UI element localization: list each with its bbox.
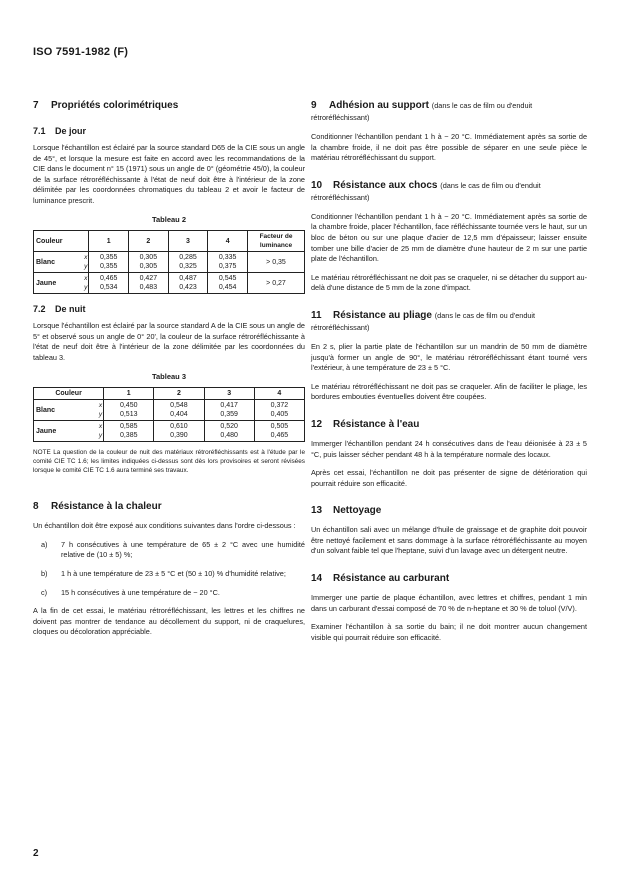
table-3-caption: Tableau 3	[151, 371, 187, 381]
section-7-1-heading: 7.1 De jour	[33, 126, 87, 136]
table-header-cell: 1	[89, 231, 129, 252]
table-header-cell: Couleur	[34, 231, 89, 252]
table-header-cell: 2	[154, 388, 204, 400]
document-header: ISO 7591-1982 (F)	[33, 46, 129, 58]
table-header-cell: 3	[204, 388, 254, 400]
data-cell: 0,355 0,355	[89, 252, 129, 273]
section-7-heading: 7 Propriétés colorimétriques	[33, 100, 179, 111]
table-header-cell: Couleur	[34, 388, 104, 400]
section-10-text: Conditionner l'échantillon pendant 1 h à − 20 °C. Immédiatement après sa sortie de la chambre froide, placer l'échantillon, face réfléchissante tournée vers le haut, sur un bloc de béton ou sur une plaque d'acier de 12,5 mm d'épaisseur; laisser ensuite tomber une bille d'acier de 25 mm de diamètre d'une hauteur de 2 m sur une partie plate de l'échantillon.	[311, 211, 587, 264]
section-10-text: Le matériau rétroréfléchissant ne doit pas se craqueler, ni se détacher du support au-delà d'une distance de 5 mm de la zone d'impact.	[311, 272, 587, 293]
table-row	[34, 400, 305, 421]
table-header-cell: 3	[168, 231, 208, 252]
data-cell: 0,505 0,465	[254, 421, 304, 442]
table-header-cell: 1	[104, 388, 154, 400]
table-header-cell: Facteur de luminance	[248, 231, 305, 252]
table-header-cell: 4	[208, 231, 248, 252]
section-13-text: Un échantillon sali avec un mélange d'huile de graissage et de graphite doit pouvoir être nettoyé facilement et sans dommage à la surface rétroréfléchissante au moyen d'un solvant faible tel que l'heptane, suivi d'un lavage avec un détergent neutre.	[311, 525, 587, 556]
table-header-cell: 2	[129, 231, 169, 252]
section-9-text: Conditionner l'échantillon pendant 1 h à − 20 °C. Immédiatement après sa sortie de la chambre froide, il ne doit pas être possible de séparer en une seule pièce le matériau rétroréfléchissant du support.	[311, 132, 587, 163]
data-cell: 0,427 0,483	[129, 273, 169, 294]
table-row	[34, 273, 305, 294]
section-14-heading: 14 Résistance au carburant	[311, 573, 450, 585]
right-column	[311, 100, 587, 651]
data-cell: 0,372 0,405	[254, 400, 304, 421]
color-name-cell: Blanc	[34, 400, 89, 421]
color-name-cell: Blanc	[34, 252, 78, 273]
table-3-note: NOTE La question de la couleur de nuit des matériaux rétroréfléchissants est à l'étude par le comité CIE TC 1.6; les limites indiquées ci-dessus sont dès lors provisoires et seront révisées lorsque le comité CIE TC 1.6 aura terminé ses travaux.	[33, 449, 305, 475]
table-header-row	[34, 231, 305, 252]
color-name-cell: Jaune	[34, 273, 78, 294]
luminance-cell: > 0,35	[248, 252, 305, 273]
data-cell: 0,610 0,390	[154, 421, 204, 442]
data-cell: 0,548 0,404	[154, 400, 204, 421]
section-8-outro: A la fin de cet essai, le matériau rétroréfléchissant, les lettres et les chiffres ne doivent pas montrer de tendance au décollement du support, ni de craquelures, cloques ou décoloration appréciable.	[33, 606, 305, 637]
data-cell: 0,305 0,305	[129, 252, 169, 273]
data-cell: 0,335 0,375	[208, 252, 248, 273]
table-header-row	[34, 388, 305, 400]
data-cell: 0,487 0,423	[168, 273, 208, 294]
section-8-heading: 8 Résistance à la chaleur	[33, 501, 162, 513]
section-12-heading: 12 Résistance à l'eau	[311, 418, 420, 430]
data-cell: 0,417 0,359	[204, 400, 254, 421]
page-number: 2	[33, 848, 39, 859]
left-column	[33, 100, 305, 646]
data-cell: 0,450 0,513	[104, 400, 154, 421]
list-item: b) 1 h à une température de 23 ± 5 °C et (50 ± 10) % d'humidité relative;	[41, 568, 286, 578]
section-7-1-text: Lorsque l'échantillon est éclairé par la source standard D65 de la CIE sous un angle de 45°, et lorsque la mesure est faite en accord avec les recommandations de la CIE dans le document n° 15 (1971) sous un angle de 0° (géométrie 45/0), la couleur de la surface rétroréfléchissante à l'état de neuf doit être à l'intérieur de la zone délimitée par les coordonnées chromatiques du tableau 2 et avoir le facteur de luminance prescrit.	[33, 143, 305, 205]
table-row	[34, 252, 305, 273]
data-cell: 0,520 0,480	[204, 421, 254, 442]
table-2	[33, 230, 305, 294]
section-12-text: Après cet essai, l'échantillon ne doit pas présenter de signe de détérioration qui pourrait réduire son efficacité.	[311, 468, 587, 488]
data-cell: 0,285 0,325	[168, 252, 208, 273]
color-name-cell: Jaune	[34, 421, 89, 442]
xy-label-cell: x y	[77, 252, 89, 273]
luminance-cell: > 0,27	[248, 273, 305, 294]
section-7-2-text: Lorsque l'échantillon est éclairé par la source standard A de la CIE sous un angle de 5° et observé sous un angle de 0° 20', la couleur de la surface rétroréfléchissante à l'état de neuf doit être à l'intérieur de la zone délimitée par les coordonnées du tableau 3.	[33, 321, 305, 362]
data-cell: 0,465 0,534	[89, 273, 129, 294]
xy-label-cell: x y	[77, 273, 89, 294]
table-2-caption: Tableau 2	[151, 214, 187, 224]
section-12-text: Immerger l'échantillon pendant 24 h consécutives dans de l'eau déionisée à 23 ± 5 °C, puis laisser sécher pendant 48 h à la température normale des locaux.	[311, 438, 587, 459]
data-cell: 0,585 0,385	[104, 421, 154, 442]
section-14-text: Immerger une partie de plaque échantillon, avec lettres et chiffres, pendant 1 min dans un carburant d'essai composé de 70 % de n-heptane et 30 % de toluol (V/V).	[311, 593, 587, 613]
table-header-cell: 4	[254, 388, 304, 400]
section-14-text: Examiner l'échantillon à sa sortie du bain; il ne doit montrer aucun changement visible qui pourrait réduire son efficacité.	[311, 622, 587, 642]
section-10-heading: 10 Résistance aux chocs (dans le cas de film ou d'enduit rétroréfléchissant)	[311, 179, 541, 202]
section-11-text: Le matériau rétroréfléchissant ne doit pas se craqueler. Afin de faciliter le pliage, les bordures embouties éventuelles doivent être coupées.	[311, 381, 587, 402]
section-7-2-heading: 7.2 De nuit	[33, 304, 86, 315]
xy-label-cell: x y	[89, 400, 104, 421]
section-13-heading: 13 Nettoyage	[311, 505, 382, 517]
data-cell: 0,545 0,454	[208, 273, 248, 294]
section-8-intro: Un échantillon doit être exposé aux conditions suivantes dans l'ordre ci-dessous :	[33, 521, 296, 531]
section-9-heading: 9 Adhésion au support (dans le cas de film ou d'enduit rétroréfléchissant)	[311, 100, 533, 122]
list-item: a) 7 h consécutives à une température de 65 ± 2 °C avec une humidité relative de (10 ± 5) %;	[41, 539, 305, 560]
section-11-heading: 11 Résistance au pliage (dans le cas de film ou d'enduit rétroréfléchissant)	[311, 309, 536, 332]
list-item: c) 15 h consécutives à une température de − 20 °C.	[41, 587, 220, 597]
section-11-text: En 2 s, plier la partie plate de l'échantillon sur un mandrin de 50 mm de diamètre jusqu'à former un angle de 90°, le matériau rétroréfléchissant étant tourné vers l'extérieur, à une température de 23 ± 5 °C.	[311, 341, 587, 373]
table-row	[34, 421, 305, 442]
xy-label-cell: x y	[89, 421, 104, 442]
table-3	[33, 387, 305, 442]
